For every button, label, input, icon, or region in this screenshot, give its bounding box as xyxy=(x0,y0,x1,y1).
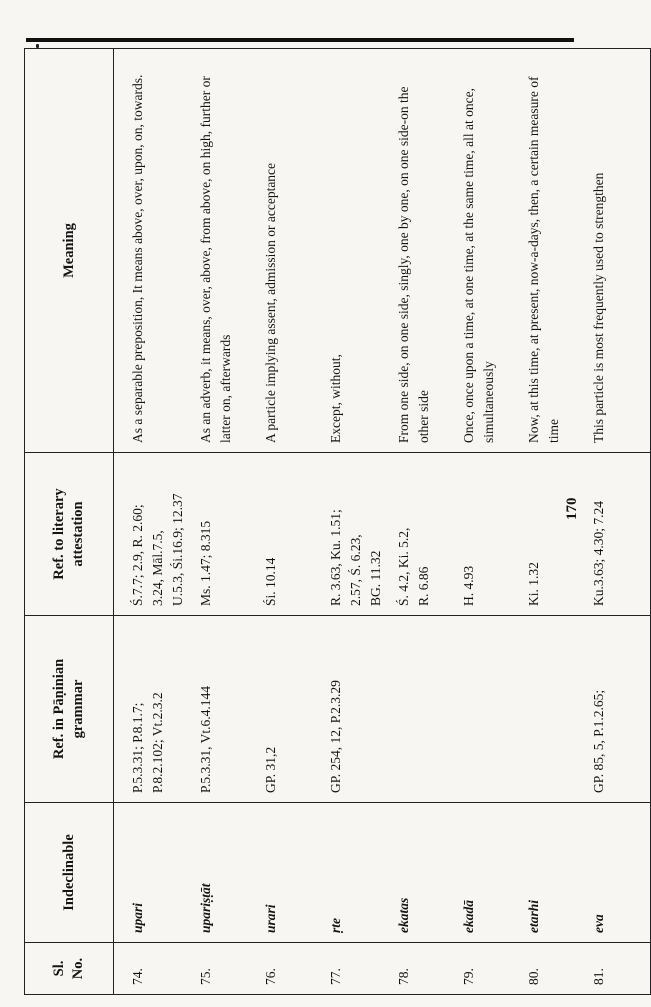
row-sl: 76. xyxy=(257,943,322,995)
row-literary: Ki. 1.32 xyxy=(520,453,585,616)
table-header-row xyxy=(25,49,114,995)
row-panini: P.5.3.31; P.8.1.7; P.8.2.102; Vt.2.3.2 xyxy=(114,616,193,803)
row-meaning: A particle implying assent, admission or acceptance xyxy=(257,49,322,453)
row-sl: 78. xyxy=(390,943,455,995)
page-number: 170 xyxy=(564,497,580,520)
indeclinables-table xyxy=(24,48,651,995)
row-meaning: This particle is most frequently used to strengthen xyxy=(585,49,651,453)
row-sl: 79. xyxy=(455,943,520,995)
row-word: urari xyxy=(257,803,322,943)
row-word: ekatas xyxy=(390,803,455,943)
row-literary: Ku.3.63; 4.30; 7.24 xyxy=(585,453,651,616)
row-word: etarhi xyxy=(520,803,585,943)
row-sl: 74. xyxy=(114,943,193,995)
row-sl: 81. xyxy=(585,943,651,995)
table-row xyxy=(114,49,193,995)
row-panini: GP. 254, 12, P.2.3.29 xyxy=(322,616,390,803)
table-row xyxy=(322,49,390,995)
row-meaning: Except, without, xyxy=(322,49,390,453)
table-row xyxy=(585,49,651,995)
row-meaning: Once, once upon a time, at one time, at the same time, all at once, simultaneously xyxy=(455,49,520,453)
row-panini xyxy=(455,616,520,803)
table-row xyxy=(455,49,520,995)
row-panini xyxy=(520,616,585,803)
row-word: upariṣṭāt xyxy=(192,803,257,943)
header-indeclinable: Indeclinable xyxy=(25,803,114,943)
table-row xyxy=(390,49,455,995)
header-meaning: Meaning xyxy=(25,49,114,453)
row-literary: R. 3.63, Ku. 1.51; 2.57, Ś. 6.23, BG. 11.32 xyxy=(322,453,390,616)
row-sl: 77. xyxy=(322,943,390,995)
row-literary: Ś.7.7; 2.9, R. 2.60; 3.24, Māl.7.5, U.5.3, Śi.16.9; 12.37 xyxy=(114,453,193,616)
row-meaning: From one side, on one side, singly, one by one, on one side-on the other side xyxy=(390,49,455,453)
row-meaning: Now, at this time, at present, now-a-days, then, a certain measure of time xyxy=(520,49,585,453)
row-panini: P.5.3.31, Vt.6.4.144 xyxy=(192,616,257,803)
header-literary-ref: Ref. to literary attestation xyxy=(25,453,114,616)
table-row xyxy=(257,49,322,995)
row-panini: GP. 31,2 xyxy=(257,616,322,803)
table-row xyxy=(192,49,257,995)
row-literary: Ms. 1.47; 8.315 xyxy=(192,453,257,616)
table-row xyxy=(520,49,585,995)
row-word: ekadā xyxy=(455,803,520,943)
row-sl: 80. xyxy=(520,943,585,995)
bottom-rule xyxy=(26,38,574,42)
row-meaning: As an adverb, it means, over, above, from above, on high, further or latter on, afterwards xyxy=(192,49,257,453)
row-panini: GP. 85, 5, P.1.2.65; xyxy=(585,616,651,803)
row-literary: H. 4.93 xyxy=(455,453,520,616)
row-literary: Ś. 4.2, Ki. 5.2, R. 6.86 xyxy=(390,453,455,616)
row-literary: Śi. 10.14 xyxy=(257,453,322,616)
row-meaning: As a separable preposition, It means above, over, upon, on, towards. xyxy=(114,49,193,453)
row-word: upari xyxy=(114,803,193,943)
row-sl: 75. xyxy=(192,943,257,995)
row-word: ṛte xyxy=(322,803,390,943)
scan-speck xyxy=(36,44,39,48)
row-panini xyxy=(390,616,455,803)
header-sl-no: Sl. No. xyxy=(25,943,114,995)
row-word: eva xyxy=(585,803,651,943)
header-panini-ref: Ref. in Pāṇinian grammar xyxy=(25,616,114,803)
